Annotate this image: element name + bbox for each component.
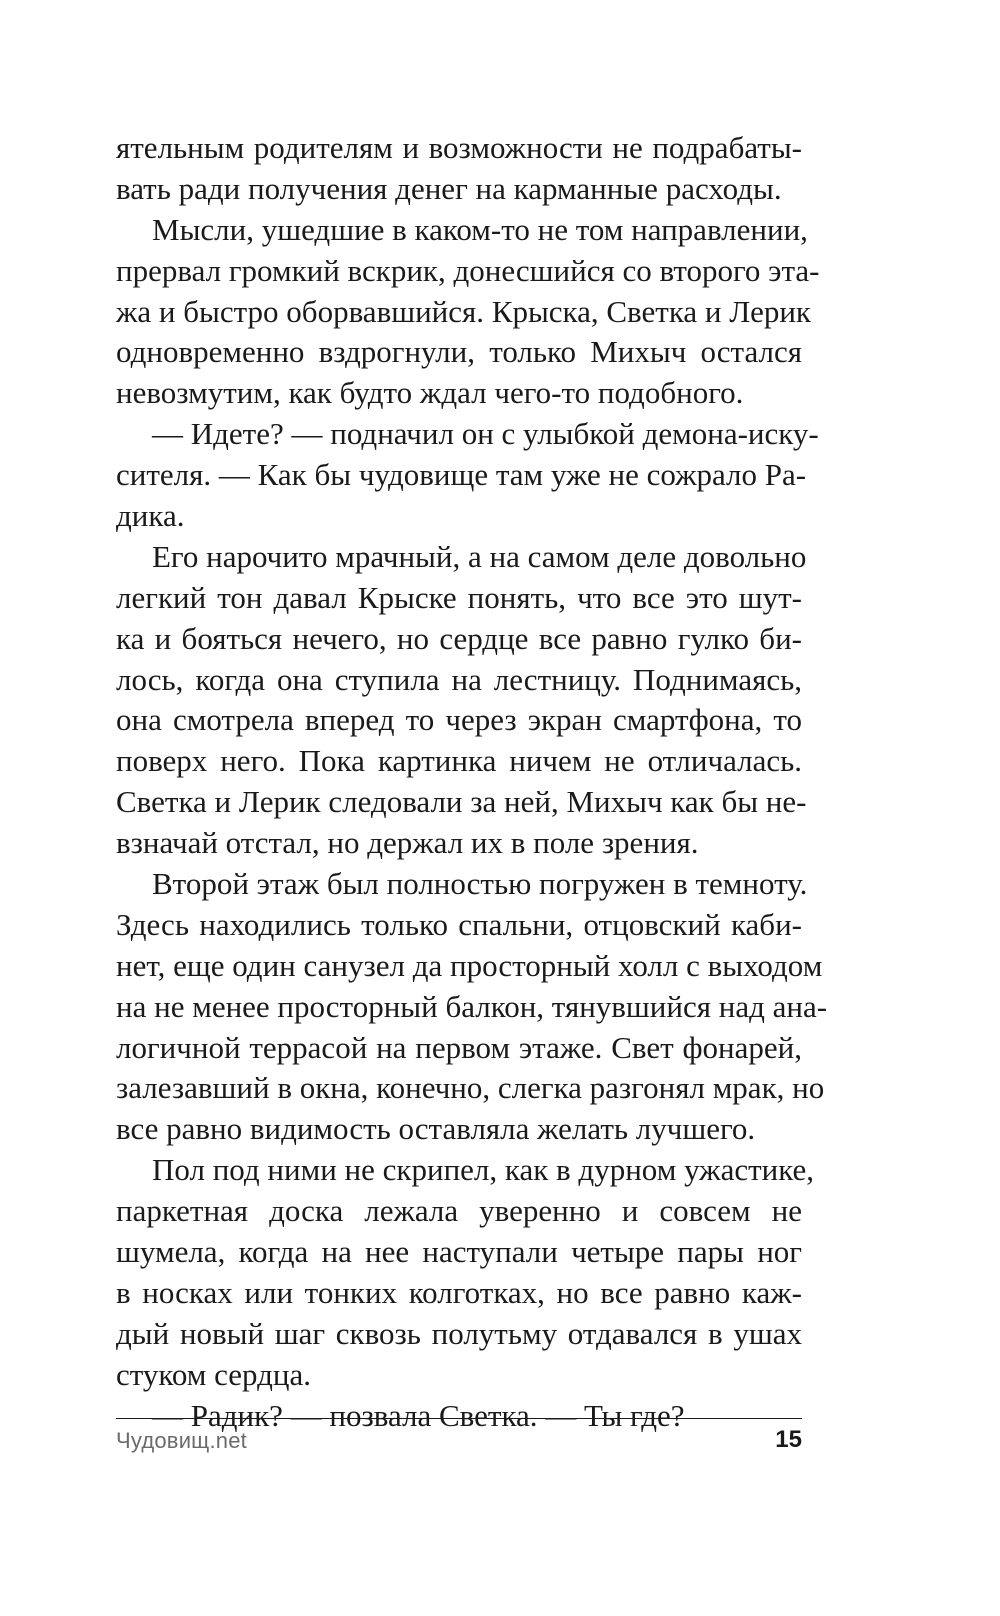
paragraph bbox=[116, 414, 819, 537]
text-line: лось, когда она ступила на лестницу. Поднимаясь, bbox=[116, 661, 802, 697]
text-line: Здесь находились только спальни, отцовский каби- bbox=[116, 906, 802, 942]
text-line: ятельным родителям и возможности не подрабаты- bbox=[116, 130, 802, 165]
text-line: в носках или тонких колготках, но все равно каж- bbox=[116, 1274, 802, 1310]
text-line: залезавший в окна, конечно, слегка разгонял мрак, но bbox=[116, 1070, 825, 1106]
text-line: ка и бояться нечего, но сердце все равно гулко би- bbox=[116, 620, 802, 656]
text-line: логичной террасой на первом этаже. Свет фонарей, bbox=[116, 1029, 802, 1065]
text-line: вать ради получения денег на карманные расходы. bbox=[116, 170, 782, 206]
text-line: невозмутим, как будто ждал чего-то подобного. bbox=[116, 375, 744, 411]
text-line: Его нарочито мрачный, а на самом деле довольно bbox=[152, 538, 807, 574]
paragraph bbox=[116, 864, 828, 1150]
text-line: поверх него. Пока картинка ничем не отличалась. bbox=[116, 743, 802, 779]
text-line: она смотрела вперед то через экран смартфона, то bbox=[116, 702, 802, 738]
paragraph bbox=[116, 128, 802, 210]
body-text bbox=[116, 128, 828, 1437]
paragraph bbox=[116, 1150, 815, 1395]
text-line: — Радик? — позвала Светка. — Ты где? bbox=[152, 1397, 685, 1433]
text-line: стуком сердца. bbox=[116, 1356, 312, 1392]
text-line: на не менее просторный балкон, тянувшийся над ана- bbox=[116, 988, 828, 1024]
text-line: легкий тон давал Крыске понять, что все это шут- bbox=[116, 579, 802, 615]
text-line: жа и быстро оборвавшийся. Крыска, Светка и Лерик bbox=[116, 293, 811, 329]
text-line: Светка и Лерик следовали за ней, Михыч как бы не- bbox=[116, 784, 807, 820]
text-line: Мысли, ушедшие в каком-то не том направлении, bbox=[152, 211, 808, 247]
text-line: шумела, когда на нее наступали четыре пары ног bbox=[116, 1234, 802, 1270]
running-footer-title: Чудовищ.net bbox=[116, 1428, 247, 1453]
text-line: одновременно вздрогнули, только Михыч остался bbox=[116, 334, 802, 370]
text-line: — Идете? — подначил он с улыбкой демона-иску- bbox=[152, 416, 819, 452]
text-line: все равно видимость оставляла желать лучшего. bbox=[116, 1111, 756, 1147]
page-number: 15 bbox=[775, 1426, 802, 1453]
paragraph bbox=[116, 210, 820, 414]
paragraph bbox=[116, 537, 807, 864]
text-line: паркетная доска лежала уверенно и совсем не bbox=[116, 1193, 802, 1229]
text-line: Пол под ними не скрипел, как в дурном ужастике, bbox=[152, 1152, 815, 1188]
text-line: дика. bbox=[116, 498, 185, 534]
text-line: взначай отстал, но держал их в поле зрения. bbox=[116, 825, 699, 861]
text-line: сителя. — Как бы чудовище там уже не сожрало Ра- bbox=[116, 457, 807, 493]
footer-divider bbox=[116, 1418, 802, 1419]
text-line: Второй этаж был полностью погружен в темноту. bbox=[152, 866, 808, 902]
text-line: дый новый шаг сквозь полутьму отдавался в ушах bbox=[116, 1315, 802, 1351]
text-line: прервал громкий вскрик, донесшийся со второго эта- bbox=[116, 252, 820, 288]
text-line: нет, еще один санузел да просторный холл с выходом bbox=[116, 947, 823, 983]
